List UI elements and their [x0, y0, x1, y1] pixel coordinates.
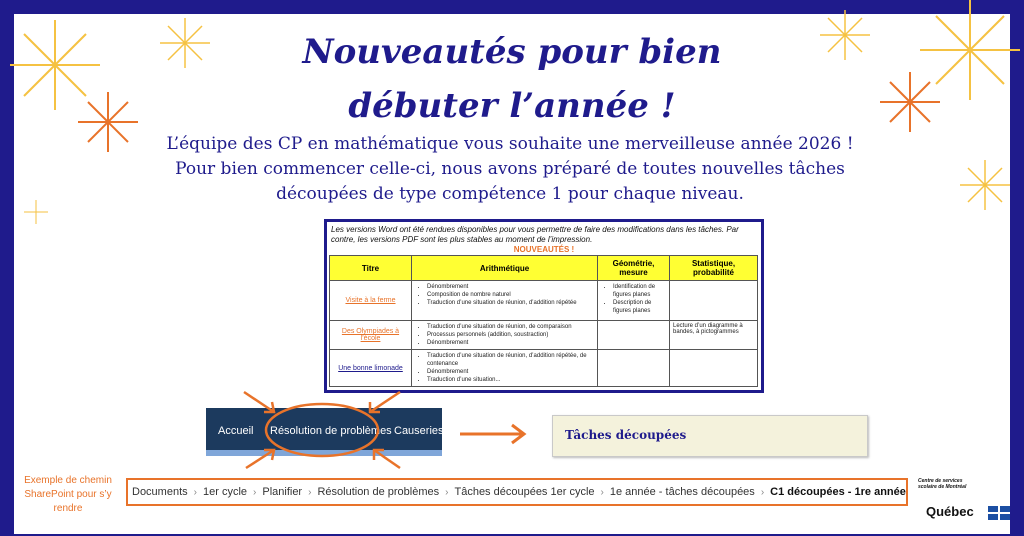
arrow-right-icon: [458, 422, 528, 446]
breadcrumb-item[interactable]: 1er cycle: [202, 486, 248, 498]
path-note: Exemple de chemin SharePoint pour s’y rendre: [24, 475, 112, 514]
logo-quebec: Québec: [926, 504, 974, 519]
chevron-right-icon: ›: [308, 486, 312, 498]
breadcrumb-current: C1 découpées - 1re année: [770, 486, 906, 498]
list-item: • Traduction d’une situation...: [427, 376, 594, 384]
quebec-flag-icon: [988, 506, 1010, 520]
breadcrumb-item[interactable]: Résolution de problèmes: [317, 486, 440, 498]
sparkle-icon: [960, 160, 1010, 210]
intro-text: L’équipe des CP en mathématique vous souhaite une merveilleuse année 2026 ! Pour bien commencer celle-ci, nous avons préparé de toutes nouvelles tâches découpées de type compétence 1 pour chaque niveau.: [166, 134, 854, 204]
task-link[interactable]: Une bonne limonade: [338, 364, 403, 372]
chevron-right-icon: ›: [193, 486, 197, 498]
breadcrumb: [126, 478, 908, 506]
breadcrumb-item[interactable]: Planifier: [262, 486, 303, 498]
list-item: • Identification de figures planes: [613, 283, 666, 299]
column-header: Géométrie, mesure: [598, 256, 670, 281]
task-link[interactable]: Des Olympiades à l’école: [341, 328, 400, 342]
chevron-right-icon: ›: [253, 486, 257, 498]
list-item: • Dénombrement: [427, 368, 594, 376]
nav-item-accueil[interactable]: Accueil: [218, 425, 254, 437]
task-link[interactable]: Visite à la ferme: [345, 297, 396, 304]
column-header: Titre: [330, 256, 412, 281]
column-header: Statistique, probabilité: [670, 256, 758, 281]
list-item: • Composition de nombre naturel: [427, 291, 594, 299]
nouveautes-table: [329, 255, 758, 387]
taches-label: Tâches découpées: [565, 428, 687, 442]
nav-item-resolution[interactable]: Résolution de problèmes: [270, 425, 392, 437]
cssdm-logo: [916, 478, 1016, 528]
list-item: • Traduction d’une situation de réunion, de comparaison: [427, 323, 594, 331]
table-row: [330, 350, 758, 387]
logo-org-name: Centre de services scolaire de Montréal: [918, 478, 967, 490]
list-item: • Traduction d’une situation de réunion, d’addition répétée, de contenance: [427, 352, 594, 368]
breadcrumb-item[interactable]: 1e année - tâches découpées: [609, 486, 755, 498]
list-item: • Traduction d’une situation de réunion, d’addition répétée: [427, 299, 594, 307]
table-cell: [670, 281, 758, 321]
document-heading: NOUVEAUTÉS !: [513, 245, 575, 254]
list-item: • Processus personnels (addition, soustraction): [427, 331, 594, 339]
chevron-right-icon: ›: [600, 486, 604, 498]
nav-item-causeries[interactable]: Causeries: [394, 425, 444, 437]
sparkle-icon: [24, 200, 48, 224]
table-row: [330, 321, 758, 350]
taches-decoupees-tile[interactable]: [552, 415, 868, 457]
breadcrumb-item[interactable]: Tâches découpées 1er cycle: [454, 486, 595, 498]
table-cell: Lecture d’un diagramme à bandes, à pictogrammes: [670, 321, 758, 350]
highlight-annotation: [240, 384, 420, 474]
page-title-line1: Nouveautés pour bien: [302, 32, 722, 72]
list-item: • Dénombrement: [427, 283, 594, 291]
document-preview: [324, 219, 764, 393]
column-header: Arithmétique: [412, 256, 598, 281]
table-row: [330, 281, 758, 321]
list-item: • Dénombrement: [427, 339, 594, 347]
document-note: Les versions Word ont été rendues disponibles pour vous permettre de faire des modifications dans les tâches. Par contre, les versions PDF sont les plus stables au moment de l’impression.: [331, 225, 739, 244]
breadcrumb-item[interactable]: Documents: [132, 486, 188, 498]
chevron-right-icon: ›: [445, 486, 449, 498]
page-title-line2: débuter l’année !: [348, 86, 676, 126]
chevron-right-icon: ›: [760, 486, 765, 498]
list-item: • Description de figures planes: [613, 299, 666, 315]
